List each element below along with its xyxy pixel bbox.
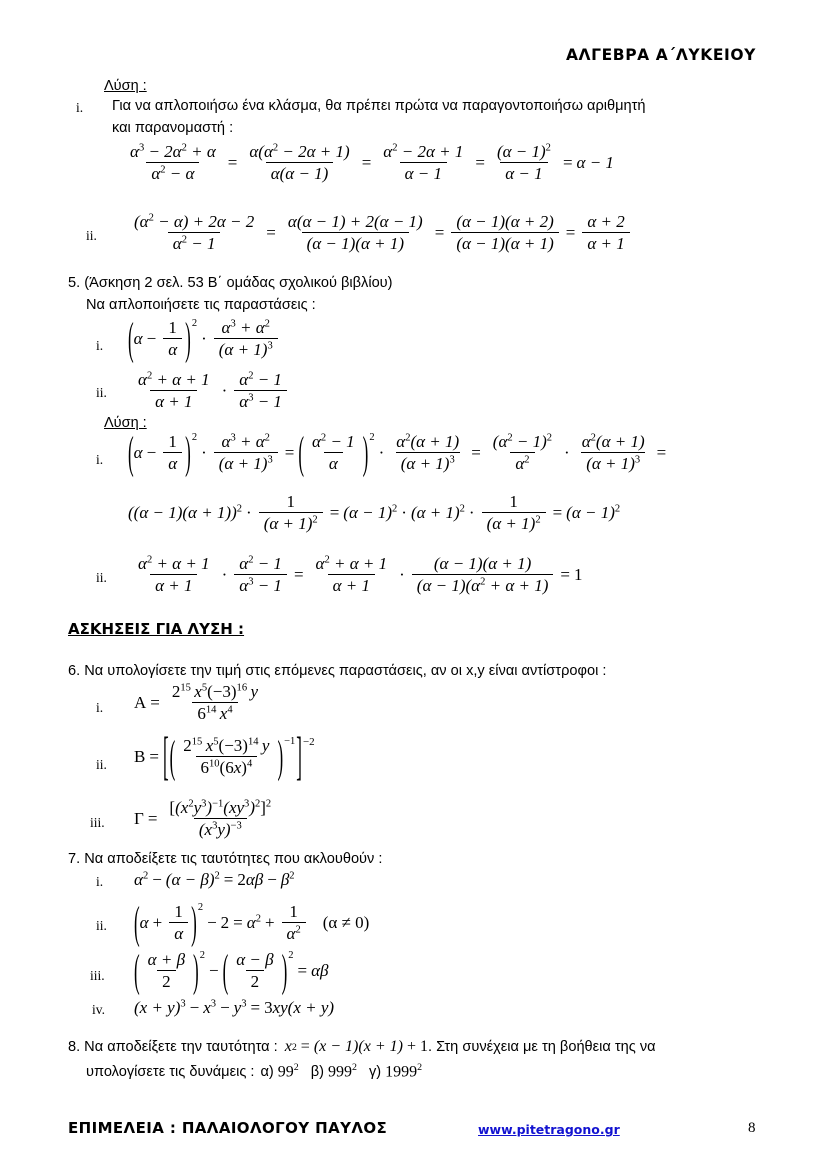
exercise6-expression-ii: B = [ ( $\frac{2^{15} x^5(-3)^{14} y}{6^{10}(6x)^4}$ ) −1 ] −2 bbox=[134, 727, 315, 786]
exercise7-expression-iv: $(x + y)^3$ − $x^3$ − $y^3$ = 3 xy (x + y) bbox=[134, 998, 335, 1017]
exercise6-marker-i: i. bbox=[96, 700, 104, 715]
exercise6-marker-iii: iii. bbox=[90, 815, 105, 830]
exercise8-identity: x 2 = (x − 1)(x + 1) + 1 bbox=[284, 1038, 428, 1055]
exercise6-text-body: Να υπολογίσετε την τιμή στις επόμενες παραστάσεις, αν οι x,y είναι αντίστροφοι : bbox=[84, 663, 607, 679]
exercise6-expression-iii: Γ = $\frac{[(x^2y^3)^{-1}(xy^3)^2]^2}{(x^3y)^{-3}}$ bbox=[134, 798, 272, 840]
exercise8-line1 bbox=[68, 1038, 656, 1056]
formula-solution-ii: $\frac{(\alpha^2 - \alpha) + 2\alpha - 2}{\alpha^2 - 1}$ = $\frac{\alpha(\alpha - 1) + 2(\alpha - 1)}{(\alpha - 1)(\alpha + 1)}$ = $\frac{(\alpha - 1)(\alpha + 2)}{(\alpha - 1)(\alpha + 1)}$ = $\frac{\alpha + 2}{\alpha + 1}$ bbox=[126, 212, 633, 253]
exercise5-solution-i-line1: ( α − $\frac{1}{\alpha}$ ) 2 · $\frac{\alpha^3 + \alpha^2}{(\alpha + 1)^3}$ = ( $\frac{\alpha^2 - 1}{\alpha}$ ) 2 · $\frac{\alpha^2(\alpha + 1)}{(\alpha + 1)^3}$ = $\frac{(\alpha^2 - 1)^2}{\alpha^2}$ · $\frac{\alpha^2(\alpha + 1)}{(\alpha + 1)^3}$ = bbox=[128, 426, 667, 479]
exercise5-expression-ii: $\frac{\alpha^2 + \alpha + 1}{\alpha + 1}$ · $\frac{\alpha^2 - 1}{\alpha^3 - 1}$ bbox=[130, 370, 290, 411]
exercise8-case-b-value: $999^2$ bbox=[328, 1062, 357, 1081]
solution-text-line2: και παρανομαστή : bbox=[112, 120, 234, 136]
exercise8-text-part2: . Στη συνέχεια με τη βοήθεια της να bbox=[427, 1039, 656, 1055]
exercise5-marker-i: i. bbox=[96, 338, 104, 353]
exercise5-title bbox=[68, 275, 393, 291]
exercise6-var-a: A bbox=[134, 692, 147, 712]
exercise5-marker-ii: ii. bbox=[96, 385, 107, 400]
exercise8-case-a-value: $99^2$ bbox=[277, 1062, 299, 1081]
exercise5-solution-ii: $\frac{\alpha^2 + \alpha + 1}{\alpha + 1}$ · $\frac{\alpha^2 - 1}{\alpha^3 - 1}$ = $\frac{\alpha^2 + \alpha + 1}{\alpha + 1}$ · $\frac{(\alpha - 1)(\alpha + 1)}{(\alpha - 1)(\alpha^2 + \alpha + 1)}$ = 1 bbox=[138, 554, 583, 596]
exercise8-text-line2: υπολογίσετε τις δυνάμεις : bbox=[86, 1064, 255, 1081]
exercise7-expression-i: $\alpha^2$ − $(\alpha - \beta)^2$ = 2 αβ − $\beta^2$ bbox=[134, 870, 295, 889]
exercise5-solution-marker-ii: ii. bbox=[96, 570, 107, 585]
exercise8-case-c-label: γ) bbox=[368, 1064, 382, 1081]
exercise5-title-text: (Άσκηση 2 σελ. 53 Β΄ ομάδας σχολικού βιβλίου) bbox=[84, 275, 393, 291]
footer-website-link[interactable]: www.pitetragono.gr bbox=[478, 1122, 620, 1137]
solution-text-line1: Για να απλοποιήσω ένα κλάσμα, θα πρέπει πρώτα να παραγοντοποιήσω αριθμητή bbox=[112, 98, 646, 114]
exercise8-case-b-label: β) bbox=[310, 1064, 324, 1081]
exercise6-var-b: B bbox=[134, 746, 146, 766]
exercise7-expression-iii: ( $\frac{\alpha + \beta}{2}$ ) 2 − ( $\frac{\alpha - \beta}{2}$ ) 2 = αβ bbox=[134, 944, 329, 997]
exercise7-marker-i: i. bbox=[96, 874, 104, 889]
exercise8-text-part1: Να αποδείξετε την ταυτότητα : bbox=[84, 1039, 278, 1055]
exercise7-text-body: Να αποδείξετε τις ταυτότητες που ακλουθούν : bbox=[84, 851, 383, 867]
exercise7-expression-ii: ( α + $\frac{1}{\alpha}$ ) 2 − 2 = $\alpha^2$ + $\frac{1}{\alpha^2}$ (α ≠ 0) bbox=[134, 896, 370, 949]
exercise5-solution-heading: Λύση : bbox=[104, 415, 147, 431]
exercises-section-heading: ΑΣΚΗΣΕΙΣ ΓΙΑ ΛΥΣΗ : bbox=[68, 620, 245, 638]
exercise6-var-gamma: Γ bbox=[134, 808, 144, 828]
exercise7-marker-iv: iv. bbox=[92, 1002, 105, 1017]
solution-heading-top: Λύση : bbox=[104, 78, 147, 94]
exercise8-case-a-label: α) bbox=[260, 1064, 274, 1081]
exercise6-text bbox=[68, 663, 606, 679]
exercise6-expression-i: A = $\frac{2^{15} x^5(-3)^{16} y}{6^{14} x^4}$ bbox=[134, 682, 259, 724]
exercise8-number: 8. bbox=[68, 1039, 81, 1055]
exercise6-marker-ii: ii. bbox=[96, 757, 107, 772]
formula-solution-i: $\frac{\alpha^3 - 2\alpha^2 + \alpha}{\alpha^2 - \alpha}$ = $\frac{\alpha(\alpha^2 - 2\alpha + 1)}{\alpha(\alpha - 1)}$ = $\frac{\alpha^2 - 2\alpha + 1}{\alpha - 1}$ = $\frac{(\alpha - 1)^2}{\alpha - 1}$ = α − 1 bbox=[130, 142, 614, 184]
exercise7-text bbox=[68, 851, 382, 867]
exercise5-instruction: Να απλοποιήσετε τις παραστάσεις : bbox=[86, 297, 316, 313]
exercise7-marker-ii: ii. bbox=[96, 918, 107, 933]
exercise7-condition: (α ≠ 0) bbox=[322, 912, 370, 932]
footer-credit: ΕΠΙΜΕΛΕΙΑ : ΠΑΛΑΙΟΛΟΓΟΥ ΠΑΥΛΟΣ bbox=[68, 1119, 388, 1137]
exercise7-marker-iii: iii. bbox=[90, 968, 105, 983]
page-title: ΑΛΓΕΒΡΑ Α΄ΛΥΚΕΙΟΥ bbox=[565, 46, 756, 64]
list-marker-ii: ii. bbox=[86, 228, 97, 243]
exercise5-solution-i-line2: $((\alpha - 1)(\alpha + 1))^2$ · $\frac{1}{(\alpha + 1)^2}$ = $(\alpha - 1)^2$ · $(\alpha + 1)^2$ · $\frac{1}{(\alpha + 1)^2}$ = $(\alpha - 1)^2$ bbox=[128, 492, 621, 534]
exercise8-case-c-value: 1999$^2$ bbox=[385, 1062, 423, 1081]
exercise5-solution-marker-i: i. bbox=[96, 452, 104, 467]
exercise7-number: 7. bbox=[68, 851, 81, 867]
exercise5-expression-i: ( α − $\frac{1}{\alpha}$ ) 2 · $\frac{\alpha^3 + \alpha^2}{(\alpha + 1)^3}$ bbox=[128, 318, 281, 359]
exercise8-line2 bbox=[86, 1062, 422, 1081]
exercise5-number: 5. bbox=[68, 275, 81, 291]
exercise6-number: 6. bbox=[68, 663, 81, 679]
page-number: 8 bbox=[748, 1120, 756, 1136]
list-marker-i: i. bbox=[76, 100, 84, 115]
page-footer bbox=[0, 1119, 828, 1143]
